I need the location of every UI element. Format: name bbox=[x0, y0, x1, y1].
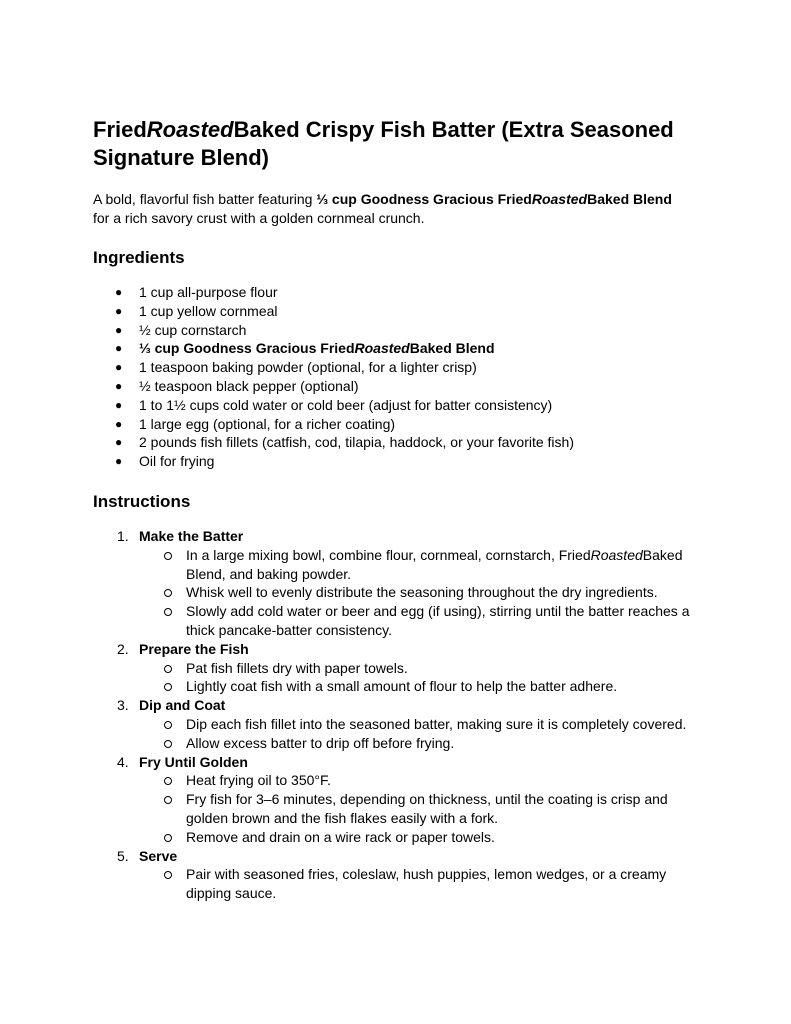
ingredient-item bbox=[93, 415, 713, 434]
hollow-bullet-icon bbox=[164, 796, 172, 804]
bullet-icon: ● bbox=[115, 341, 123, 356]
substep-text: Baked Blend, and baking powder. bbox=[186, 546, 683, 582]
substep-item bbox=[139, 790, 713, 828]
substep-item bbox=[139, 677, 713, 696]
ingredient-text: 1 cup yellow cornmeal bbox=[139, 302, 278, 319]
step-item bbox=[93, 527, 713, 640]
substep-text-italic: Roasted bbox=[590, 546, 643, 563]
substep-text: Fry fish for 3–6 minutes, depending on thickness, until the coating is crisp and golden brown and the fish flakes easily with a fork. bbox=[186, 791, 668, 826]
title-part-rest: Baked Crispy Fish Batter (Extra Seasoned Signature Blend) bbox=[93, 117, 674, 170]
ingredient-text: 1 to 1½ cups cold water or cold beer (adjust for batter consistency) bbox=[139, 396, 553, 413]
step-number: 3. bbox=[117, 697, 129, 714]
bullet-icon: ● bbox=[115, 397, 123, 412]
hollow-bullet-icon bbox=[164, 552, 172, 560]
substep-text: Lightly coat fish with a small amount of flour to help the batter adhere. bbox=[186, 678, 618, 695]
ingredient-text-bold-italic: Roasted bbox=[354, 340, 410, 357]
substep-item bbox=[139, 715, 713, 734]
title-part-fried: Fried bbox=[93, 117, 147, 142]
substep-text: Allow excess batter to drip off before frying. bbox=[186, 734, 455, 751]
hollow-bullet-icon bbox=[164, 777, 172, 785]
ingredient-text: ½ teaspoon black pepper (optional) bbox=[139, 377, 359, 394]
bullet-icon: ● bbox=[115, 303, 123, 318]
substep-item bbox=[139, 828, 713, 847]
ingredient-item bbox=[93, 283, 713, 302]
substep-item bbox=[139, 602, 713, 640]
hollow-bullet-icon bbox=[164, 683, 172, 691]
step-number: 4. bbox=[117, 753, 129, 770]
hollow-bullet-icon bbox=[164, 608, 172, 616]
substep-item bbox=[139, 546, 713, 584]
substep-text: Dip each fish fillet into the seasoned batter, making sure it is completely covered. bbox=[186, 715, 687, 732]
step-item bbox=[93, 696, 713, 752]
ingredient-item bbox=[93, 339, 713, 358]
step-item bbox=[93, 753, 713, 847]
step-title: Fry Until Golden bbox=[139, 753, 248, 770]
ingredient-text-bold: Baked Blend bbox=[409, 340, 495, 357]
step-title: Serve bbox=[139, 847, 178, 864]
substep-item bbox=[139, 734, 713, 753]
intro-lead: A bold, flavorful fish batter featuring bbox=[93, 191, 317, 207]
bullet-icon: ● bbox=[115, 285, 123, 299]
step-title: Dip and Coat bbox=[139, 697, 226, 714]
substep-text: Remove and drain on a wire rack or paper towels. bbox=[186, 828, 495, 845]
ingredient-text: Oil for frying bbox=[139, 453, 215, 470]
ingredient-item bbox=[93, 377, 713, 396]
step-title: Prepare the Fish bbox=[139, 640, 249, 657]
substep-list bbox=[139, 771, 713, 846]
substep-item bbox=[139, 865, 713, 903]
ingredient-text: ½ cup cornstarch bbox=[139, 321, 247, 338]
ingredient-item bbox=[93, 433, 713, 452]
intro-bold-italic: Roasted bbox=[531, 191, 588, 207]
document-page bbox=[93, 116, 713, 903]
ingredient-text-bold: ⅓ cup Goodness Gracious Fried bbox=[139, 340, 355, 357]
bullet-icon: ● bbox=[115, 322, 123, 337]
substep-text: In a large mixing bowl, combine flour, cornmeal, cornstarch, Fried bbox=[186, 546, 591, 563]
bullet-icon: ● bbox=[115, 435, 123, 450]
hollow-bullet-icon bbox=[164, 834, 172, 842]
step-title: Make the Batter bbox=[139, 527, 244, 544]
hollow-bullet-icon bbox=[164, 665, 172, 673]
substep-item bbox=[139, 771, 713, 790]
hollow-bullet-icon bbox=[164, 871, 172, 879]
step-number: 1. bbox=[117, 527, 129, 544]
bullet-icon: ● bbox=[115, 378, 123, 393]
ingredients-heading: Ingredients bbox=[93, 248, 185, 267]
ingredient-text: 1 large egg (optional, for a richer coating) bbox=[139, 415, 396, 432]
step-number: 5. bbox=[117, 847, 129, 864]
substep-list bbox=[139, 865, 713, 903]
ingredient-item bbox=[93, 302, 713, 321]
substep-text: Pat fish fillets dry with paper towels. bbox=[186, 659, 408, 676]
intro-bold-1: ⅓ cup Goodness Gracious Fried bbox=[316, 191, 532, 207]
substep-text: Pair with seasoned fries, coleslaw, hush puppies, lemon wedges, or a creamy dipping sauce. bbox=[186, 866, 667, 902]
ingredient-text: 2 pounds fish fillets (catfish, cod, tilapia, haddock, or your favorite fish) bbox=[139, 434, 574, 451]
hollow-bullet-icon bbox=[164, 721, 172, 729]
substep-list bbox=[139, 715, 713, 753]
substep-list bbox=[139, 546, 713, 640]
ingredient-text: 1 teaspoon baking powder (optional, for a lighter crisp) bbox=[139, 359, 477, 376]
substep-item bbox=[139, 659, 713, 678]
title-part-roasted: Roasted bbox=[146, 117, 234, 142]
ingredient-item bbox=[93, 396, 713, 415]
substep-list bbox=[139, 659, 713, 697]
intro-tail: for a rich savory crust with a golden cornmeal crunch. bbox=[93, 210, 425, 226]
substep-text: Slowly add cold water or beer and egg (if using), stirring until the batter reaches a thick pancake-batter consistency. bbox=[186, 603, 690, 638]
step-number: 2. bbox=[117, 640, 129, 657]
hollow-bullet-icon bbox=[164, 740, 172, 748]
ingredients-list bbox=[93, 283, 713, 471]
substep-text: Whisk well to evenly distribute the seasoning throughout the dry ingredients. bbox=[186, 584, 658, 601]
instructions-list bbox=[93, 527, 713, 903]
page-title bbox=[93, 116, 713, 172]
hollow-bullet-icon bbox=[164, 589, 172, 597]
substep-text: Heat frying oil to 350°F. bbox=[186, 772, 331, 789]
step-item bbox=[93, 847, 713, 903]
intro-bold-2: Baked Blend bbox=[587, 191, 672, 207]
bullet-icon: ● bbox=[115, 454, 123, 469]
ingredient-text: 1 cup all-purpose flour bbox=[139, 284, 278, 300]
bullet-icon: ● bbox=[115, 416, 123, 431]
ingredient-item bbox=[93, 452, 713, 471]
instructions-heading: Instructions bbox=[93, 491, 191, 511]
ingredient-item bbox=[93, 321, 713, 340]
ingredient-item bbox=[93, 358, 713, 377]
substep-item bbox=[139, 583, 713, 602]
bullet-icon: ● bbox=[115, 360, 123, 375]
intro-paragraph bbox=[93, 190, 713, 228]
step-item bbox=[93, 640, 713, 696]
